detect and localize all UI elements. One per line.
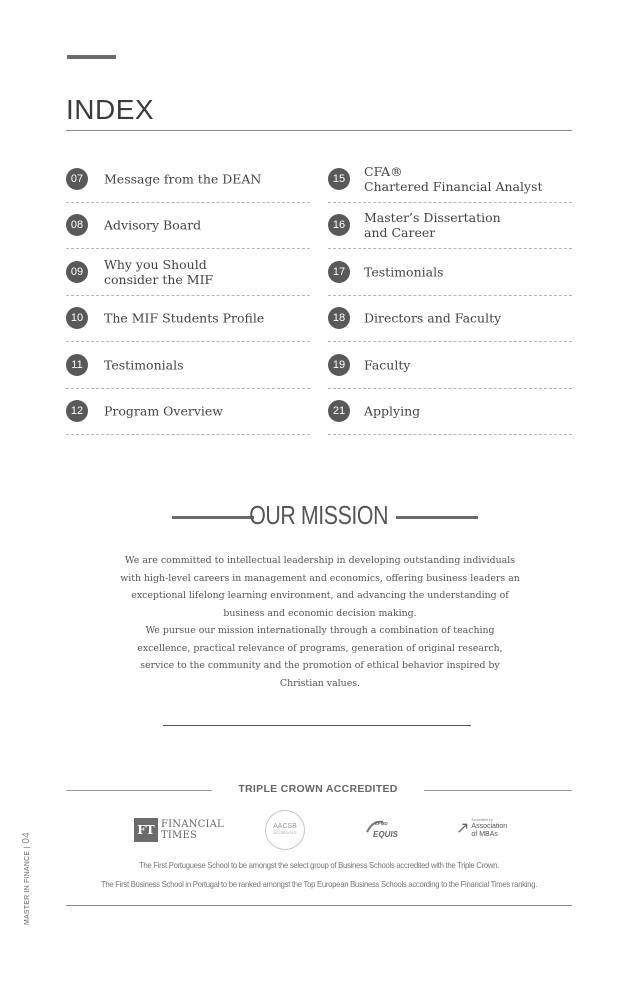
mission-rule [163, 725, 471, 726]
publication-name: MASTER IN FINANCE | [24, 846, 31, 925]
arrow-up-right-icon: ↗ [456, 818, 470, 837]
page-number-badge: 18 [328, 307, 350, 329]
equis-logo [363, 818, 413, 848]
accreditation-rule-right [424, 790, 572, 791]
page-number-badge: 16 [328, 214, 350, 236]
index-item-label: Program Overview [104, 403, 224, 419]
index-item-label: Testimonials [104, 357, 184, 373]
index-item-label: The MIF Students Profile [104, 310, 265, 326]
index-item-label: Testimonials [364, 264, 444, 280]
index-item[interactable] [66, 203, 310, 250]
index-item[interactable] [66, 342, 310, 389]
page-number-badge: 21 [328, 400, 350, 422]
index-item-label: CFA® Chartered Financial Analyst [364, 163, 543, 194]
mission-heading [0, 500, 638, 531]
page-number-badge: 11 [66, 354, 88, 376]
financial-times-logo [134, 818, 224, 842]
aacsb-logo [265, 810, 305, 850]
index-item[interactable] [328, 249, 572, 296]
index-item[interactable] [328, 296, 572, 343]
amba-wordmark-line: Association [471, 823, 508, 830]
mission-title: OUR MISSION [249, 500, 389, 530]
ranking-note: The First Business School in Portugal to be ranked amongst the Top European Business Schools according to the Financial Times ranking. [100, 879, 538, 889]
aacsb-wordmark: AACSB [273, 823, 297, 830]
accreditation-title: TRIPLE CROWN ACCREDITED [238, 783, 398, 795]
index-title: INDEX [66, 94, 155, 125]
index-item[interactable] [328, 342, 572, 389]
page-number-badge: 10 [66, 307, 88, 329]
ft-wordmark [161, 819, 224, 841]
index-item[interactable] [328, 156, 572, 203]
accreditation-rule-left [66, 790, 212, 791]
index-right-column [328, 156, 572, 435]
page-number-badge: 09 [66, 261, 88, 283]
index-item-label: Faculty [364, 357, 411, 373]
page-number: 04 [21, 832, 32, 844]
efmd-wordmark: EFMD [375, 821, 388, 826]
index-item[interactable] [66, 249, 310, 296]
amba-subtext: Accredited by [471, 818, 493, 822]
running-footer [21, 832, 32, 925]
accreditation-note: The First Portuguese School to be amongst the select group of Business Schools accredited with the Triple Crown. [138, 860, 500, 870]
amba-logo [456, 818, 507, 838]
amba-wordmark [471, 818, 507, 838]
bottom-rule [66, 905, 572, 906]
index-item-label: Why you Should consider the MIF [104, 256, 214, 287]
index-item-label: Message from the DEAN [104, 171, 262, 187]
ft-wordmark-line: FINANCIAL [161, 819, 224, 830]
page-number-badge: 12 [66, 400, 88, 422]
index-left-column [66, 156, 310, 435]
index-item-label: Master’s Dissertation and Career [364, 210, 501, 241]
page-number-badge: 07 [66, 168, 88, 190]
index-item-label: Applying [364, 403, 421, 419]
page-number-badge: 08 [66, 214, 88, 236]
amba-wordmark-line: of MBAs [471, 830, 498, 838]
index-rule [66, 130, 572, 131]
page-number-badge: 15 [328, 168, 350, 190]
page-number-badge: 17 [328, 261, 350, 283]
index-item[interactable] [328, 389, 572, 436]
ft-mark: FT [134, 818, 158, 842]
mission-paragraph: We pursue our mission internationally through a combination of teaching excellence, practical relevance of programs, generation of original research, service to the community and the promotion of ethical behavior inspired by Christian values. [137, 625, 503, 689]
index-item[interactable] [66, 389, 310, 436]
mission-statement [120, 552, 520, 692]
index-item[interactable] [66, 296, 310, 343]
ft-wordmark-line: TIMES [161, 830, 198, 841]
aacsb-subtext: ACCREDITED [273, 831, 297, 835]
equis-wordmark: EQUIS [373, 830, 398, 839]
index-item[interactable] [328, 203, 572, 250]
top-accent-bar [67, 55, 116, 59]
index-item-label: Advisory Board [104, 217, 202, 233]
mission-paragraph: We are committed to intellectual leadership in developing outstanding individuals with high-level careers in management and economics, offering business leaders an exceptional lifelong learning environment, and advancing the understanding of business and economic decision making. [120, 555, 520, 619]
index-item-label: Directors and Faculty [364, 310, 502, 326]
index-item[interactable] [66, 156, 310, 203]
page-number-badge: 19 [328, 354, 350, 376]
